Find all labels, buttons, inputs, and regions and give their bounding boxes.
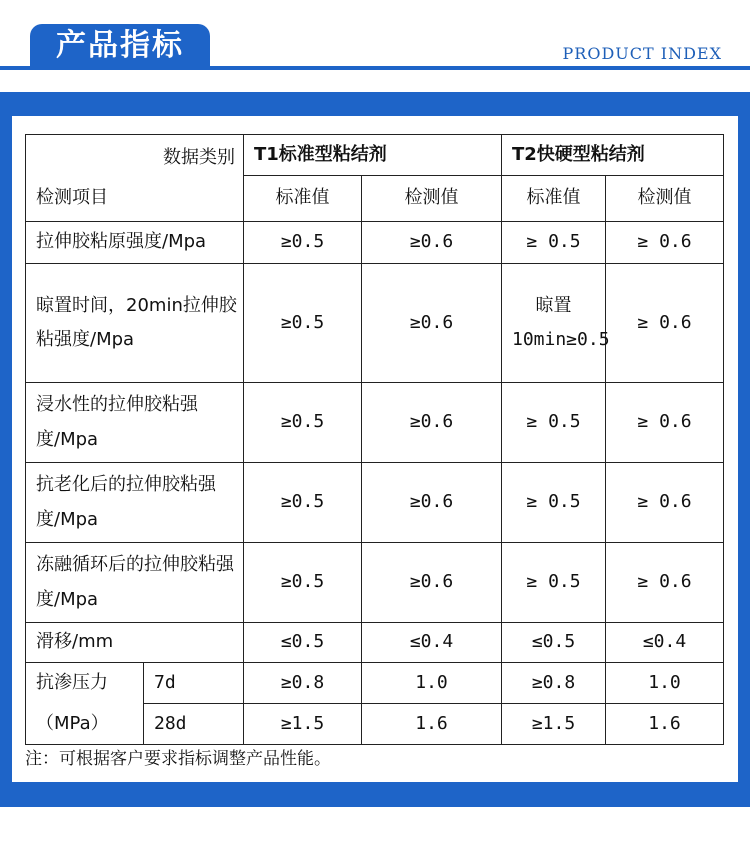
corner-category: 数据类别 (163, 147, 235, 168)
table-row (26, 623, 724, 663)
cell: ≥ 0.6 (606, 222, 724, 264)
row-item: 抗老化后的拉伸胶粘强度/Mpa (26, 463, 244, 543)
row-item: 浸水性的拉伸胶粘强度/Mpa (26, 383, 244, 463)
row-item: 晾置时间，20min拉伸胶粘强度/Mpa (26, 264, 244, 383)
cell: ≥ 0.6 (606, 543, 724, 623)
content-panel (0, 92, 750, 807)
table-row (26, 383, 724, 463)
corner-item: 检测项目 (36, 186, 108, 208)
cell: ≥ 0.5 (502, 543, 606, 623)
row-item: 冻融循环后的拉伸胶粘强度/Mpa (26, 543, 244, 623)
table-row (26, 704, 724, 745)
cell: ≤0.5 (502, 623, 606, 663)
period-7d: 7d (144, 663, 244, 704)
subheader: 检测值 (606, 176, 724, 222)
cell: ≥0.5 (244, 543, 362, 623)
cell: ≥0.5 (244, 383, 362, 463)
subheader: 标准值 (244, 176, 362, 222)
cell: ≥0.6 (362, 543, 502, 623)
subheader: 标准值 (502, 176, 606, 222)
cell: 1.0 (606, 663, 724, 704)
cell: ≥0.5 (244, 264, 362, 383)
cell: ≥ 0.5 (502, 222, 606, 264)
table-row (26, 264, 724, 383)
cell: ≥ 0.5 (502, 463, 606, 543)
row-item: 滑移/mm (26, 623, 244, 663)
cell: 1.0 (362, 663, 502, 704)
page-subtitle: PRODUCT INDEX (562, 44, 722, 63)
cell: ≤0.4 (606, 623, 724, 663)
subheader: 检测值 (362, 176, 502, 222)
cell: 晾置10min≥0.5 (502, 264, 606, 383)
table-row (26, 543, 724, 623)
cell: ≤0.4 (362, 623, 502, 663)
cell: ≥0.6 (362, 222, 502, 264)
cell: ≥0.6 (362, 463, 502, 543)
impermeability-label: 抗渗压力 (26, 663, 144, 704)
cell: ≥0.6 (362, 383, 502, 463)
corner-header (26, 135, 244, 222)
cell: ≥0.8 (244, 663, 362, 704)
header-divider (0, 66, 750, 70)
page-title: 产品指标 (30, 24, 210, 68)
cell: ≥ 0.6 (606, 463, 724, 543)
cell: ≥1.5 (502, 704, 606, 745)
table-row (26, 222, 724, 264)
group-header-t1: T1标准型粘结剂 (244, 135, 502, 176)
cell: ≥0.6 (362, 264, 502, 383)
cell: ≥1.5 (244, 704, 362, 745)
table-row (26, 463, 724, 543)
cell: ≥0.5 (244, 222, 362, 264)
cell: ≥ 0.5 (502, 383, 606, 463)
table-row (26, 663, 724, 704)
impermeability-unit: （MPa） (26, 704, 144, 745)
cell: ≥0.5 (244, 463, 362, 543)
cell: 1.6 (606, 704, 724, 745)
cell: ≤0.5 (244, 623, 362, 663)
cell: 1.6 (362, 704, 502, 745)
page-header (0, 0, 750, 90)
group-header-t2: T2快硬型粘结剂 (502, 135, 724, 176)
spec-card (12, 116, 738, 782)
cell: ≥ 0.6 (606, 264, 724, 383)
row-item: 拉伸胶粘原强度/Mpa (26, 222, 244, 264)
cell: ≥ 0.6 (606, 383, 724, 463)
period-28d: 28d (144, 704, 244, 745)
spec-table (25, 134, 724, 745)
cell: ≥0.8 (502, 663, 606, 704)
footnote: 注：可根据客户要求指标调整产品性能。 (25, 749, 331, 769)
